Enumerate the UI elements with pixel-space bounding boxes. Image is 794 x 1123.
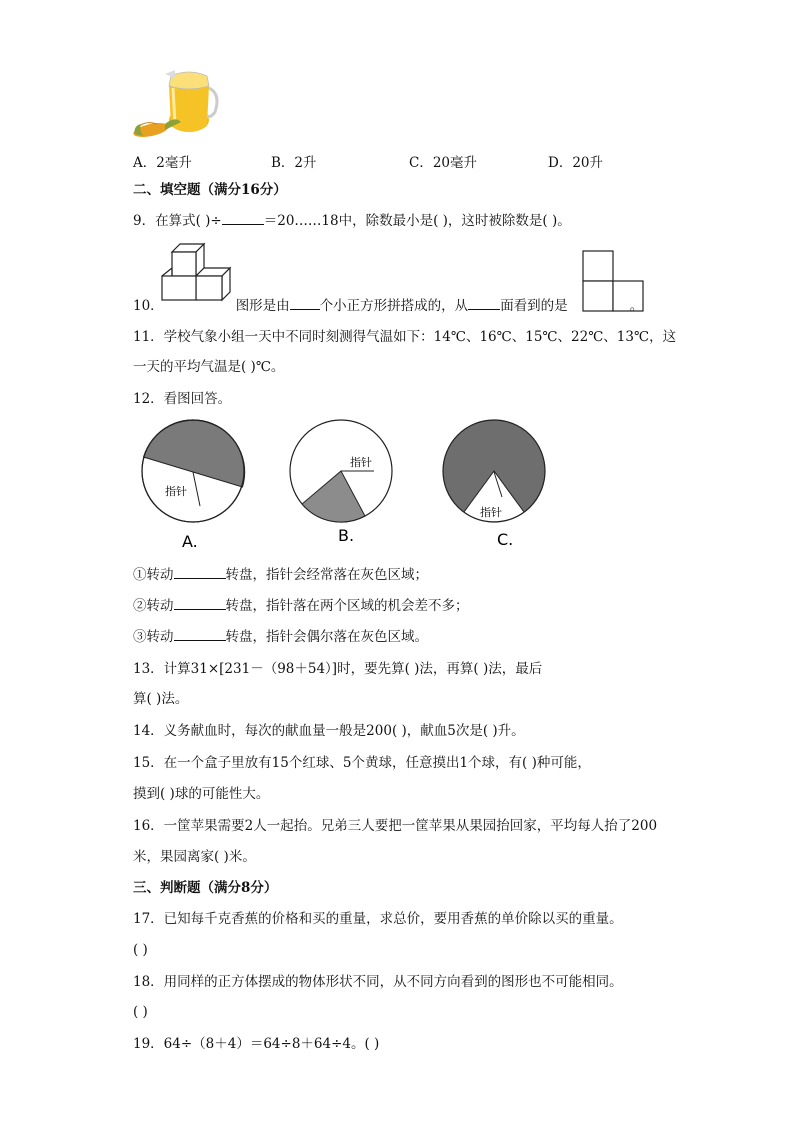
question-13-line-1: 13．计算31×[231－（98＋54）]时，要先算( )法，再算( )法，最后 bbox=[133, 661, 543, 677]
q9-part-a: 9．在算式( )÷ bbox=[133, 213, 222, 229]
spinner-c-label: C. bbox=[497, 530, 514, 549]
question-14: 14．义务献血时，每次的献血量一般是200( )，献血5次是( )升。 bbox=[133, 723, 525, 739]
option-d: D．20升 bbox=[548, 155, 604, 171]
question-18-line-1: 18．用同样的正方体摆成的物体形状不同，从不同方向看到的图形也不可能相同。 bbox=[133, 974, 623, 990]
question-11-line-2: 一天的平均气温是( )℃。 bbox=[133, 359, 285, 375]
q12-option-3-b: 转盘，指针会偶尔落在灰色区域。 bbox=[225, 629, 428, 645]
question-10 bbox=[133, 297, 643, 315]
q12-option-1 bbox=[133, 566, 428, 584]
q12-option-2 bbox=[133, 597, 469, 615]
q10-part-d: 。 bbox=[629, 298, 644, 314]
option-a: A．2毫升 bbox=[133, 155, 192, 171]
option-b: B．2升 bbox=[271, 155, 317, 171]
q12-option-3 bbox=[133, 628, 428, 646]
q9-blank bbox=[222, 212, 264, 225]
question-13-line-2: 算( )法。 bbox=[133, 691, 189, 707]
cube-stack-image bbox=[160, 242, 232, 304]
question-16-line-2: 米，果园离家( )米。 bbox=[133, 849, 256, 865]
question-15-line-2: 摸到( )球的可能性大。 bbox=[133, 786, 270, 802]
q10-number: 10． bbox=[133, 298, 164, 314]
section-title-true-false: 三、判断题（满分8分） bbox=[133, 880, 278, 896]
q12-option-1-b: 转盘，指针会经常落在灰色区域； bbox=[225, 567, 428, 583]
spinner-a-label: A. bbox=[182, 532, 198, 551]
spinner-c bbox=[443, 420, 545, 522]
q12-blank-3 bbox=[174, 628, 226, 641]
question-17-line-1: 17．已知每千克香蕉的价格和买的重量，求总价，要用香蕉的单价除以买的重量。 bbox=[133, 911, 623, 927]
q12-option-2-b: 转盘，指针落在两个区域的机会差不多； bbox=[225, 598, 469, 614]
q9-part-b: ＝20……18中，除数最小是( )，这时被除数是( )。 bbox=[263, 213, 571, 229]
question-18-answer: ( ) bbox=[133, 1004, 148, 1020]
spinner-a bbox=[142, 420, 245, 522]
question-12: 12．看图回答。 bbox=[133, 391, 232, 407]
question-9 bbox=[133, 212, 571, 230]
option-c: C．20毫升 bbox=[409, 155, 478, 171]
spinner-b bbox=[290, 420, 392, 522]
q10-blank-count bbox=[290, 297, 320, 310]
spinners-figure bbox=[130, 415, 570, 555]
question-19: 19．64÷（8＋4）＝64÷8＋64÷4。( ) bbox=[133, 1036, 380, 1052]
q12-option-3-a: ③转动 bbox=[133, 629, 174, 645]
spinner-b-label: B. bbox=[338, 526, 355, 545]
spinner-a-pointer-label: 指针 bbox=[165, 485, 187, 498]
juice-jug-image bbox=[131, 64, 223, 140]
q12-option-1-a: ①转动 bbox=[133, 567, 174, 583]
spinner-c-pointer-label: 指针 bbox=[480, 506, 502, 519]
question-17-answer: ( ) bbox=[133, 942, 148, 958]
q10-part-b: 个小正方形拼搭成的，从 bbox=[319, 298, 469, 314]
q12-option-2-a: ②转动 bbox=[133, 598, 174, 614]
q12-blank-1 bbox=[174, 566, 226, 579]
question-15-line-1: 15．在一个盒子里放有15个红球、5个黄球，任意摸出1个球，有( )种可能， bbox=[133, 755, 591, 771]
q10-part-c: 面看到的是 bbox=[500, 298, 568, 314]
q10-part-a: 图形是由 bbox=[235, 298, 290, 314]
section-title-fill-in: 二、填空题（满分16分） bbox=[133, 182, 287, 198]
spinner-b-pointer-label: 指针 bbox=[350, 456, 372, 469]
q12-blank-2 bbox=[174, 597, 226, 610]
q10-blank-direction bbox=[468, 297, 500, 310]
question-16-line-1: 16．一筐苹果需要2人一起抬。兄弟三人要把一筐苹果从果园抬回家，平均每人抬了200 bbox=[133, 818, 658, 834]
question-11-line-1: 11．学校气象小组一天中不同时刻测得气温如下：14℃、16℃、15℃、22℃、13℃，这 bbox=[133, 329, 677, 345]
